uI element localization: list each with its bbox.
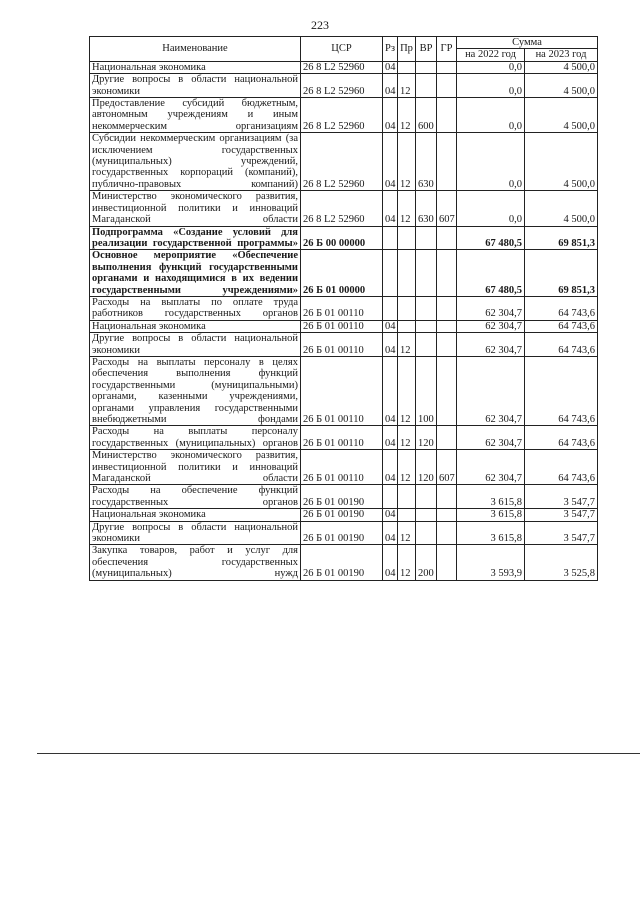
row-pr-cell: 12: [398, 521, 416, 545]
row-sum-2022-cell: 67 480,5: [457, 250, 525, 297]
table-row: [90, 320, 598, 332]
row-gr-cell: [437, 226, 457, 250]
row-name-cell: Министерство экономического развития, инвестиционной политики и инноваций Магаданской области: [90, 191, 301, 226]
row-sum-2022-cell: 62 304,7: [457, 356, 525, 425]
row-rz-cell: 04: [383, 450, 398, 485]
row-csr-cell: 26 Б 01 00110: [301, 426, 383, 450]
header-gr: ГР: [437, 37, 457, 62]
row-name-cell: Расходы на выплаты персоналу государственных (муниципальных) органов: [90, 426, 301, 450]
row-gr-cell: [437, 521, 457, 545]
row-gr-cell: [437, 333, 457, 357]
header-vr: ВР: [416, 37, 437, 62]
row-name-cell: Другие вопросы в области национальной экономики: [90, 333, 301, 357]
row-csr-cell: 26 8 L2 52960: [301, 74, 383, 98]
row-pr-cell: [398, 485, 416, 509]
row-pr-cell: [398, 226, 416, 250]
row-rz-cell: 04: [383, 333, 398, 357]
row-gr-cell: 607: [437, 191, 457, 226]
row-vr-cell: 630: [416, 191, 437, 226]
row-csr-cell: 26 Б 01 00110: [301, 450, 383, 485]
row-name-cell: Закупка товаров, работ и услуг для обеспечения государственных (муниципальных) нужд: [90, 545, 301, 580]
row-sum-2022-cell: 67 480,5: [457, 226, 525, 250]
table-row: [90, 545, 598, 580]
row-sum-2022-cell: 3 615,8: [457, 509, 525, 521]
row-sum-2023-cell: 64 743,6: [525, 333, 598, 357]
row-vr-cell: [416, 250, 437, 297]
row-vr-cell: [416, 74, 437, 98]
table-row: [90, 521, 598, 545]
page-number: 223: [311, 18, 329, 32]
row-sum-2023-cell: 64 743,6: [525, 426, 598, 450]
row-vr-cell: [416, 521, 437, 545]
row-pr-cell: 12: [398, 356, 416, 425]
row-sum-2023-cell: 4 500,0: [525, 133, 598, 191]
table-row: [90, 61, 598, 73]
row-csr-cell: 26 8 L2 52960: [301, 133, 383, 191]
row-pr-cell: 12: [398, 133, 416, 191]
row-pr-cell: 12: [398, 426, 416, 450]
row-vr-cell: [416, 296, 437, 320]
row-csr-cell: 26 8 L2 52960: [301, 98, 383, 133]
row-sum-2023-cell: 4 500,0: [525, 74, 598, 98]
footer-rule: [37, 753, 640, 754]
row-name-cell: Расходы на выплаты по оплате труда работников государственных органов: [90, 296, 301, 320]
row-gr-cell: [437, 296, 457, 320]
table-row: [90, 450, 598, 485]
table-body: [90, 61, 598, 580]
row-sum-2023-cell: 64 743,6: [525, 296, 598, 320]
row-name-cell: Субсидии некоммерческим организациям (за исключением государственных (муниципальных) учреждений, государственных корпораций (компаний), публично-правовых компаний): [90, 133, 301, 191]
row-vr-cell: 600: [416, 98, 437, 133]
row-name-cell: Другие вопросы в области национальной экономики: [90, 74, 301, 98]
row-vr-cell: 630: [416, 133, 437, 191]
row-rz-cell: 04: [383, 509, 398, 521]
row-pr-cell: [398, 509, 416, 521]
row-sum-2022-cell: 0,0: [457, 74, 525, 98]
row-name-cell: Национальная экономика: [90, 320, 301, 332]
header-pr: Пр: [398, 37, 416, 62]
row-gr-cell: [437, 98, 457, 133]
row-sum-2022-cell: 62 304,7: [457, 426, 525, 450]
table-row: [90, 509, 598, 521]
row-vr-cell: [416, 333, 437, 357]
row-sum-2023-cell: 64 743,6: [525, 450, 598, 485]
row-sum-2022-cell: 3 615,8: [457, 485, 525, 509]
row-csr-cell: 26 Б 01 00110: [301, 356, 383, 425]
row-vr-cell: [416, 485, 437, 509]
row-sum-2023-cell: 4 500,0: [525, 61, 598, 73]
row-name-cell: Другие вопросы в области национальной экономики: [90, 521, 301, 545]
row-sum-2023-cell: 4 500,0: [525, 98, 598, 133]
table-row: [90, 356, 598, 425]
row-vr-cell: 200: [416, 545, 437, 580]
table-row: [90, 226, 598, 250]
table-row: [90, 74, 598, 98]
row-gr-cell: [437, 250, 457, 297]
row-rz-cell: 04: [383, 521, 398, 545]
row-sum-2023-cell: 3 525,8: [525, 545, 598, 580]
table-row: [90, 333, 598, 357]
row-csr-cell: 26 Б 01 00190: [301, 509, 383, 521]
row-gr-cell: [437, 61, 457, 73]
row-pr-cell: 12: [398, 545, 416, 580]
row-csr-cell: 26 Б 00 00000: [301, 226, 383, 250]
row-sum-2023-cell: 3 547,7: [525, 509, 598, 521]
header-year-2022: на 2022 год: [457, 49, 525, 61]
row-csr-cell: 26 Б 01 00190: [301, 521, 383, 545]
row-sum-2022-cell: 62 304,7: [457, 320, 525, 332]
header-year-2023: на 2023 год: [525, 49, 598, 61]
row-vr-cell: 100: [416, 356, 437, 425]
row-name-cell: Подпрограмма «Создание условий для реализации государственной программы»: [90, 226, 301, 250]
row-rz-cell: 04: [383, 320, 398, 332]
table-row: [90, 296, 598, 320]
row-name-cell: Расходы на выплаты персоналу в целях обеспечения выполнения функций государственными (муниципальными) органами, казенными учреждениями, органами управления государственными внебюджетными фондами: [90, 356, 301, 425]
row-rz-cell: 04: [383, 61, 398, 73]
row-rz-cell: 04: [383, 74, 398, 98]
row-vr-cell: 120: [416, 450, 437, 485]
table-row: [90, 98, 598, 133]
row-gr-cell: [437, 426, 457, 450]
row-gr-cell: [437, 356, 457, 425]
row-name-cell: Национальная экономика: [90, 61, 301, 73]
table-row: [90, 250, 598, 297]
row-sum-2022-cell: 3 615,8: [457, 521, 525, 545]
row-name-cell: Предоставление субсидий бюджетным, автономным учреждениям и иным некоммерческим организациям: [90, 98, 301, 133]
row-name-cell: Расходы на обеспечение функций государственных органов: [90, 485, 301, 509]
row-sum-2023-cell: 69 851,3: [525, 226, 598, 250]
row-pr-cell: [398, 296, 416, 320]
row-csr-cell: 26 8 L2 52960: [301, 61, 383, 73]
row-pr-cell: 12: [398, 74, 416, 98]
row-vr-cell: [416, 226, 437, 250]
row-vr-cell: [416, 320, 437, 332]
row-csr-cell: 26 Б 01 00190: [301, 485, 383, 509]
row-sum-2023-cell: 3 547,7: [525, 485, 598, 509]
row-pr-cell: [398, 61, 416, 73]
row-vr-cell: 120: [416, 426, 437, 450]
row-gr-cell: [437, 545, 457, 580]
row-gr-cell: 607: [437, 450, 457, 485]
row-csr-cell: 26 Б 01 00000: [301, 250, 383, 297]
row-gr-cell: [437, 320, 457, 332]
row-sum-2023-cell: 4 500,0: [525, 191, 598, 226]
row-pr-cell: 12: [398, 191, 416, 226]
row-name-cell: Министерство экономического развития, инвестиционной политики и инноваций Магаданской области: [90, 450, 301, 485]
row-rz-cell: 04: [383, 545, 398, 580]
row-gr-cell: [437, 74, 457, 98]
row-pr-cell: 12: [398, 98, 416, 133]
row-csr-cell: 26 Б 01 00190: [301, 545, 383, 580]
row-gr-cell: [437, 485, 457, 509]
budget-table: [89, 36, 598, 581]
row-vr-cell: [416, 509, 437, 521]
table-row: [90, 133, 598, 191]
row-sum-2022-cell: 3 593,9: [457, 545, 525, 580]
row-sum-2023-cell: 3 547,7: [525, 521, 598, 545]
row-sum-2022-cell: 0,0: [457, 61, 525, 73]
row-sum-2022-cell: 62 304,7: [457, 450, 525, 485]
row-sum-2022-cell: 62 304,7: [457, 296, 525, 320]
row-rz-cell: [383, 485, 398, 509]
row-sum-2022-cell: 62 304,7: [457, 333, 525, 357]
row-sum-2022-cell: 0,0: [457, 133, 525, 191]
row-name-cell: Национальная экономика: [90, 509, 301, 521]
row-rz-cell: [383, 226, 398, 250]
row-rz-cell: 04: [383, 98, 398, 133]
row-rz-cell: 04: [383, 356, 398, 425]
row-pr-cell: 12: [398, 333, 416, 357]
table-row: [90, 191, 598, 226]
header-rz: Рз: [383, 37, 398, 62]
row-rz-cell: 04: [383, 191, 398, 226]
row-gr-cell: [437, 509, 457, 521]
row-pr-cell: [398, 320, 416, 332]
table-row: [90, 485, 598, 509]
row-csr-cell: 26 8 L2 52960: [301, 191, 383, 226]
header-csr: ЦСР: [301, 37, 383, 62]
row-csr-cell: 26 Б 01 00110: [301, 296, 383, 320]
row-rz-cell: [383, 296, 398, 320]
row-rz-cell: 04: [383, 426, 398, 450]
row-rz-cell: 04: [383, 133, 398, 191]
row-sum-2023-cell: 64 743,6: [525, 356, 598, 425]
row-sum-2023-cell: 69 851,3: [525, 250, 598, 297]
row-gr-cell: [437, 133, 457, 191]
table-row: [90, 426, 598, 450]
row-name-cell: Основное мероприятие «Обеспечение выполнения функций государственными органами и находящимися в их ведении государственными учреждениями»: [90, 250, 301, 297]
row-vr-cell: [416, 61, 437, 73]
row-csr-cell: 26 Б 01 00110: [301, 333, 383, 357]
row-pr-cell: [398, 250, 416, 297]
row-pr-cell: 12: [398, 450, 416, 485]
row-sum-2023-cell: 64 743,6: [525, 320, 598, 332]
row-rz-cell: [383, 250, 398, 297]
header-name: Наименование: [90, 37, 301, 62]
row-csr-cell: 26 Б 01 00110: [301, 320, 383, 332]
header-sum: Сумма: [457, 37, 598, 49]
row-sum-2022-cell: 0,0: [457, 98, 525, 133]
row-sum-2022-cell: 0,0: [457, 191, 525, 226]
